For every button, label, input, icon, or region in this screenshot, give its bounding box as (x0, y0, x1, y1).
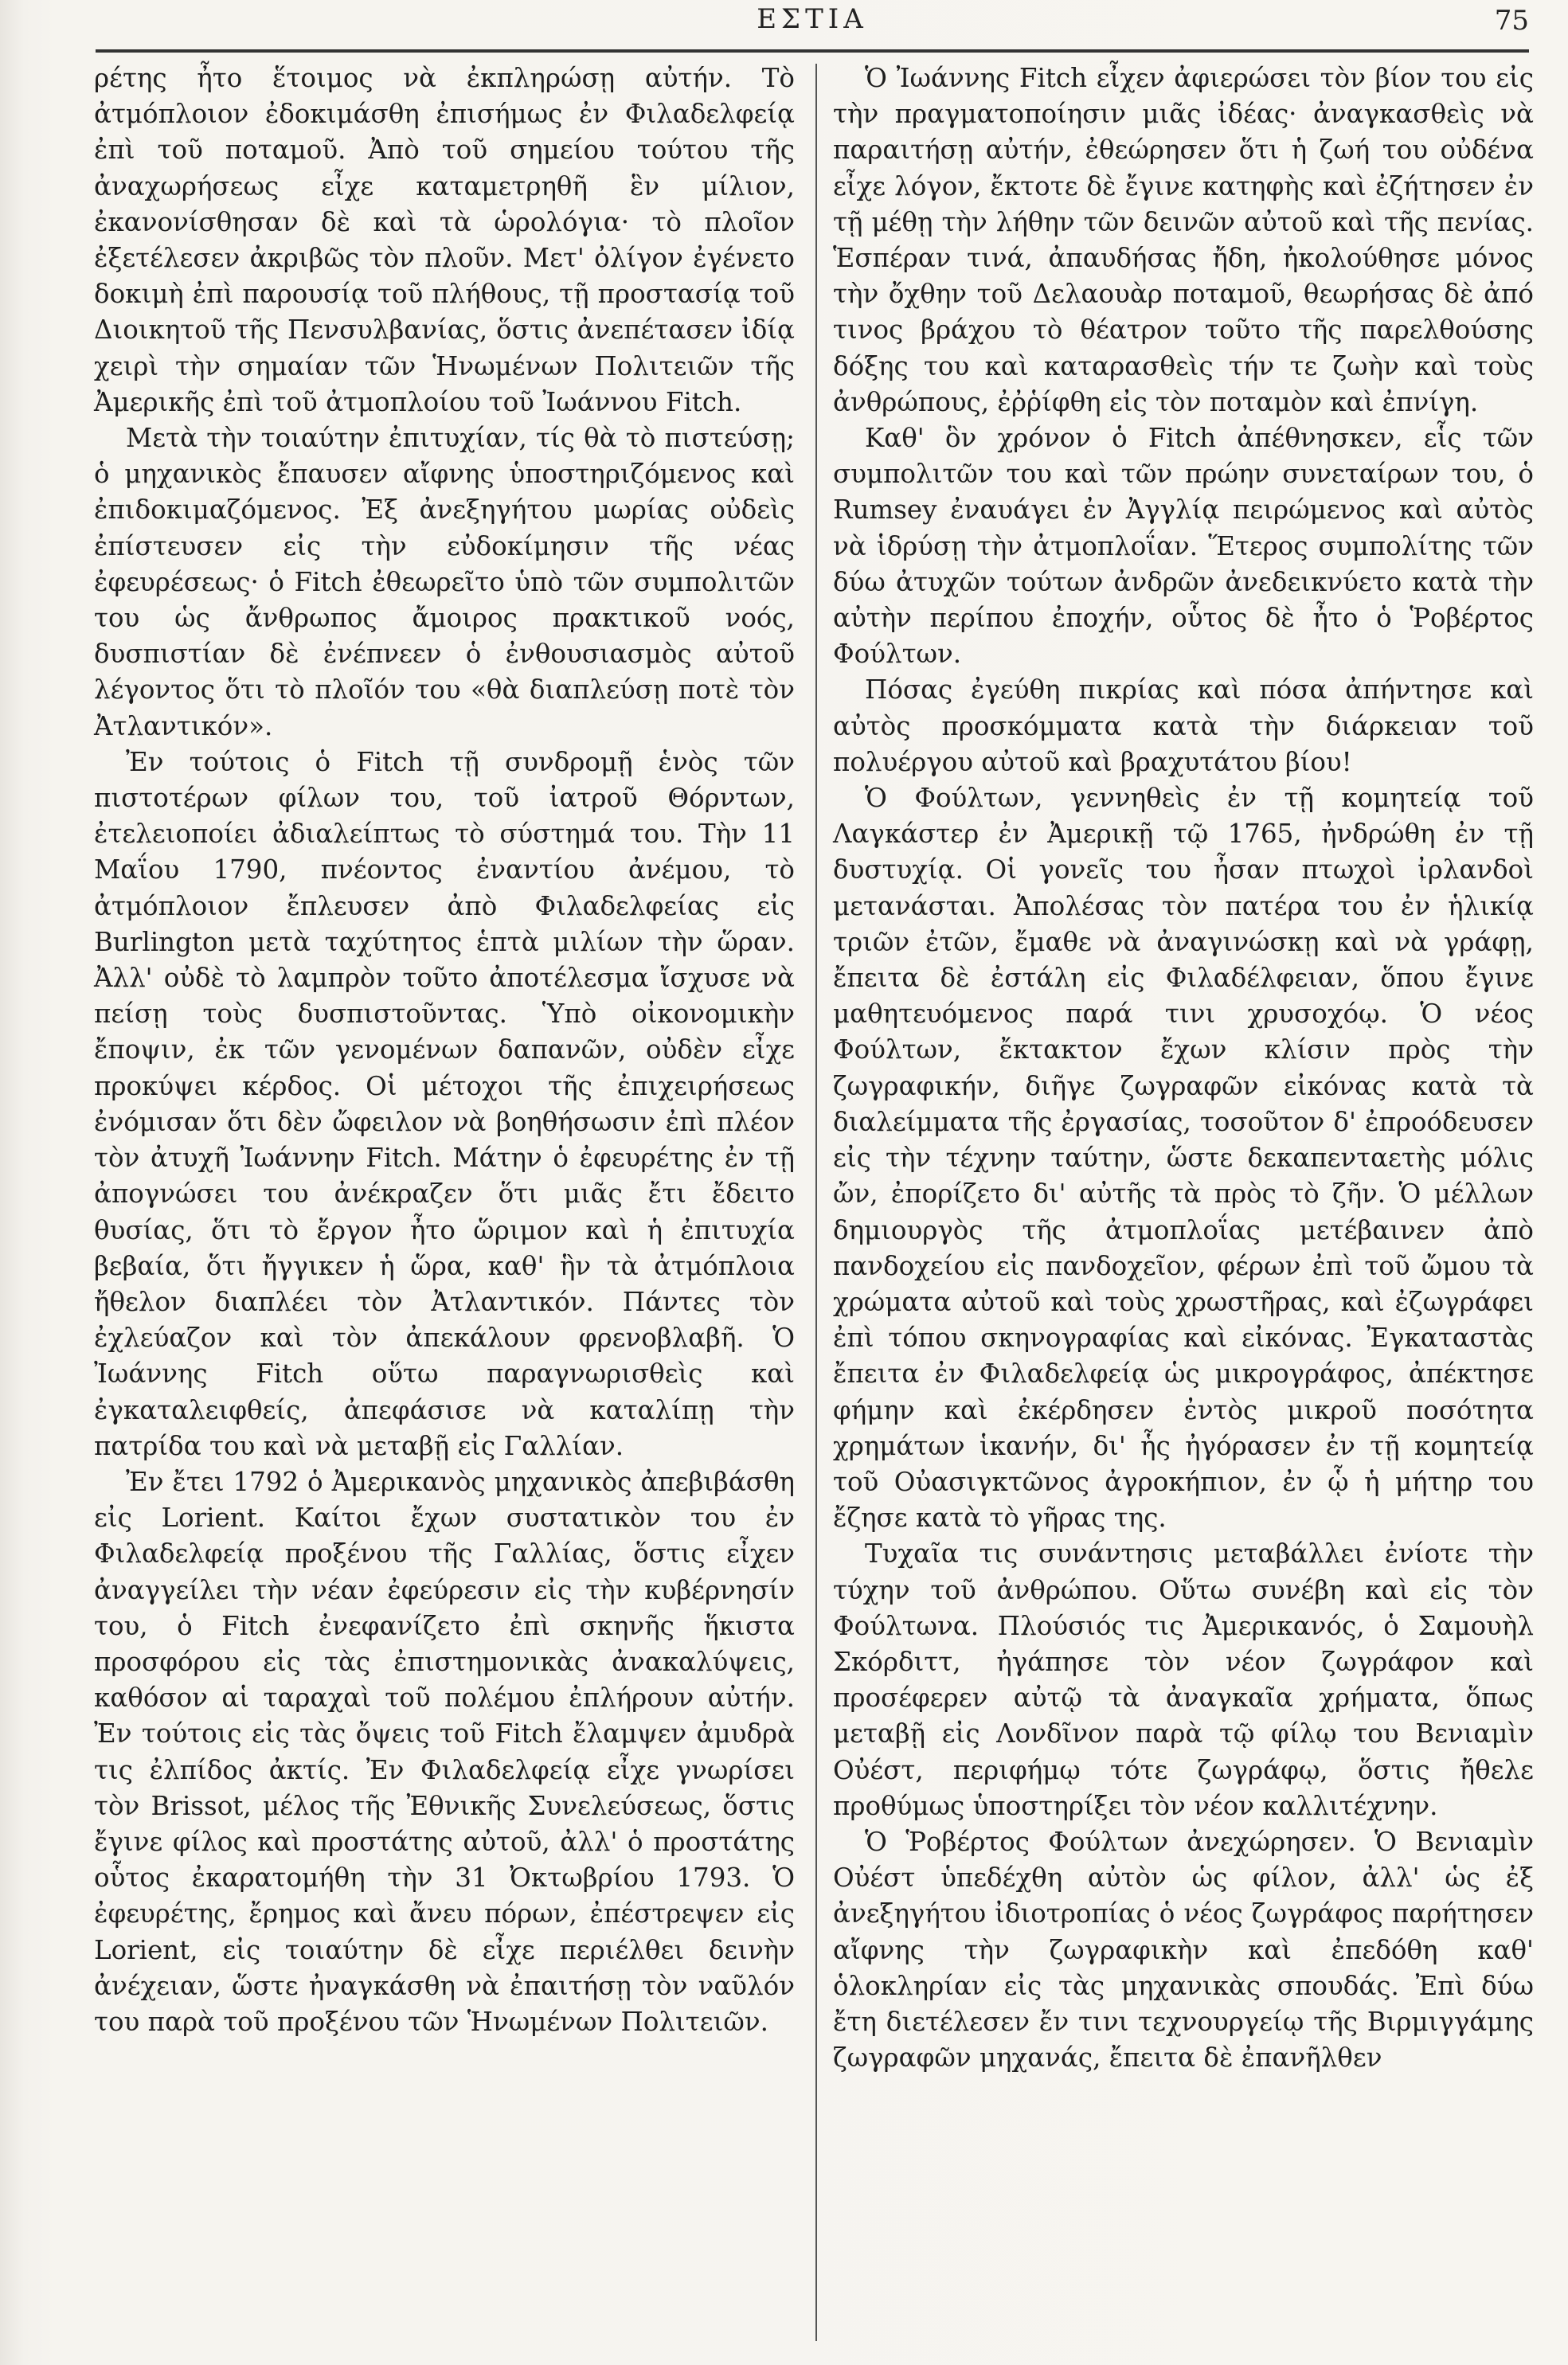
paragraph: Μετὰ τὴν τοιαύτην ἐπιτυχίαν, τίς θὰ τὸ πιστεύσῃ; ὁ μηχανικὸς ἔπαυσεν αἴφνης ὑποστηριζόμενος καὶ ἐπιδοκιμαζόμενος. Ἐξ ἀνεξηγήτου μωρίας οὐδεὶς ἐπίστευσεν εἰς τὴν εὐδοκίμησιν τῆς νέας ἐφευρέσεως· ὁ Fitch ἐθεωρεῖτο ὑπὸ τῶν συμπολιτῶν του ὡς ἄνθρωπος ἄμοιρος πρακτικοῦ νοός, δυσπιστίαν δὲ ἐνέπνεεν ὁ ἐνθουσιασμὸς αὐτοῦ λέγοντος ὅτι τὸ πλοῖόν του «θὰ διαπλεύσῃ ποτὲ τὸν Ἀτλαντικόν». (94, 423, 795, 741)
page-number: 75 (1494, 5, 1529, 37)
paragraph: Ἐν ἔτει 1792 ὁ Ἀμερικανὸς μηχανικὸς ἀπεβιβάσθη εἰς Lorient. Καίτοι ἔχων συστατικὸν του ἐν Φιλαδελφείᾳ προξένου τῆς Γαλλίας, ὅστις εἶχεν ἀναγγείλει τὴν νέαν ἐφεύρεσιν εἰς τὴν κυβέρνησίν του, ὁ Fitch ἐνεφανίζετο ἐπὶ σκηνῆς ἥκιστα προσφόρου εἰς τὰς ἐπιστημονικὰς ἀνακαλύψεις, καθόσον αἱ ταραχαὶ τοῦ πολέμου ἐπλήρουν αὐτήν. Ἐν τούτοις εἰς τὰς ὄψεις τοῦ Fitch ἔλαμψεν ἀμυδρὰ τις ἐλπίδος ἀκτίς. Ἐν Φιλαδελφείᾳ εἶχε γνωρίσει τὸν Brissot, μέλος τῆς Ἐθνικῆς Συνελεύσεως, ὅστις ἔγινε φίλος καὶ προστάτης αὐτοῦ, ἀλλ' ὁ προστάτης οὗτος ἐκαρατομήθη τὴν 31 Ὀκτωβρίου 1793. Ὁ ἐφευρέτης, ἔρημος καὶ ἄνευ πόρων, ἐπέστρεψεν εἰς Lorient, εἰς τοιαύτην δὲ εἶχε περιέλθει δεινὴν ἀνέχειαν, ὥστε ἠναγκάσθη νὰ ἐπαιτήσῃ τὸν ναῦλόν του παρὰ τοῦ προξένου τῶν Ἡνωμένων Πολιτειῶν. (94, 1466, 795, 2037)
paragraph: Ὁ Φούλτων, γεννηθεὶς ἐν τῇ κομητείᾳ τοῦ Λαγκάστερ ἐν Ἀμερικῇ τῷ 1765, ἠνδρώθη ἐν τῇ δυστυχίᾳ. Οἱ γονεῖς του ἦσαν πτωχοὶ ἰρλανδοὶ μετανάσται. Ἀπολέσας τὸν πατέρα του ἐν ἡλικίᾳ τριῶν ἐτῶν, ἔμαθε νὰ ἀναγινώσκῃ καὶ νὰ γράφῃ, ἔπειτα δὲ ἐστάλη εἰς Φιλαδέλφειαν, ὅπου ἔγινε μαθητευόμενος παρά τινι χρυσοχόῳ. Ὁ νέος Φούλτων, ἔκτακτον ἔχων κλίσιν πρὸς τὴν ζωγραφικήν, διῆγε ζωγραφῶν εἰκόνας κατὰ τὰ διαλείμματα τῆς ἐργασίας, τοσοῦτον δ' ἐπροόδευσεν εἰς τὴν τέχνην ταύτην, ὥστε δεκαπενταετὴς μόλις ὤν, ἐπορίζετο δι' αὐτῆς τὰ πρὸς τὸ ζῆν. Ὁ μέλλων δημιουργὸς τῆς ἀτμοπλοΐας μετέβαινεν ἀπὸ πανδοχείου εἰς πανδοχεῖον, φέρων ἐπὶ τοῦ ὤμου τὰ χρώματα αὐτοῦ καὶ τοὺς χρωστῆρας, καὶ ἐζωγράφει ἐπὶ τόπου σκηνογραφίας καὶ εἰκόνας. Ἐγκαταστὰς ἔπειτα ἐν Φιλαδελφείᾳ ὡς μικρογράφος, ἀπέκτησε φήμην καὶ ἐκέρδησεν ἐντὸς μικροῦ ποσότητα χρημάτων ἱκανήν, δι' ἧς ἠγόρασεν ἐν τῇ κομητείᾳ τοῦ Οὐασιγκτῶνος ἀγροκήπιον, ἐν ᾧ ἡ μήτηρ του ἔζησε κατὰ τὸ γῆρας της. (833, 783, 1534, 1534)
column-divider (815, 64, 817, 2341)
paragraph: Πόσας ἐγεύθη πικρίας καὶ πόσα ἀπήντησε καὶ αὐτὸς προσκόμματα κατὰ τὴν διάρκειαν τοῦ πολυέργου αὐτοῦ καὶ βραχυτάτου βίου! (833, 674, 1534, 777)
page-header (96, 0, 1529, 48)
right-column (833, 61, 1534, 2076)
paragraph: Ὁ Ῥοβέρτος Φούλτων ἀνεχώρησεν. Ὁ Βενιαμὶν Οὐέστ ὑπεδέχθη αὐτὸν ὡς φίλον, ἀλλ' ὡς ἐξ ἀνεξηγήτου ἰδιοτροπίας ὁ νέος ζωγράφος παρήτησεν αἴφνης τὴν ζωγραφικὴν καὶ ἐπεδόθη καθ' ὁλοκληρίαν εἰς τὰς μηχανικὰς σπουδάς. Ἐπὶ δύω ἔτη διετέλεσεν ἔν τινι τεχνουργείῳ τῆς Βιρμιγγάμης ζωγραφῶν μηχανάς, ἔπειτα δὲ ἐπανῆλθεν (833, 1826, 1534, 2074)
paragraph: ρέτης ἦτο ἕτοιμος νὰ ἐκπληρώσῃ αὐτήν. Τὸ ἀτμόπλοιον ἐδοκιμάσθη ἐπισήμως ἐν Φιλαδελφείᾳ ἐπὶ τοῦ ποταμοῦ. Ἀπὸ τοῦ σημείου τούτου τῆς ἀναχωρήσεως εἶχε καταμετρηθῆ ἓν μίλιον, ἐκανονίσθησαν δὲ καὶ τὰ ὡρολόγια· τὸ πλοῖον ἐξετέλεσεν ἀκριβῶς τὸν πλοῦν. Μετ' ὀλίγον ἐγένετο δοκιμὴ ἐπὶ παρουσίᾳ τοῦ πλήθους, τῇ προστασίᾳ τοῦ Διοικητοῦ τῆς Πενσυλβανίας, ὅστις ἀνεπέτασεν ἰδίᾳ χειρὶ τὴν σημαίαν τῶν Ἡνωμένων Πολιτειῶν τῆς Ἀμερικῆς ἐπὶ τοῦ ἀτμοπλοίου τοῦ Ἰωάννου Fitch. (94, 63, 795, 417)
header-rule (96, 49, 1529, 53)
paragraph: Καθ' ὃν χρόνον ὁ Fitch ἀπέθνησκεν, εἷς τῶν συμπολιτῶν του καὶ τῶν πρώην συνεταίρων του, ὁ Rumsey ἐναυάγει ἐν Ἀγγλίᾳ πειρώμενος καὶ αὐτὸς νὰ ἱδρύσῃ τὴν ἀτμοπλοΐαν. Ἕτερος συμπολίτης τῶν δύω ἀτυχῶν τούτων ἀνδρῶν ἀνεδεικνύετο κατὰ τὴν αὐτὴν περίπου ἐποχήν, οὗτος δὲ ἦτο ὁ Ῥοβέρτος Φούλτων. (833, 423, 1534, 670)
paragraph: Ἐν τούτοις ὁ Fitch τῇ συνδρομῇ ἑνὸς τῶν πιστοτέρων φίλων του, τοῦ ἰατροῦ Θόρντων, ἐτελειοποίει ἀδιαλείπτως τὸ σύστημά του. Τὴν 11 Μαΐου 1790, πνέοντος ἐναντίου ἀνέμου, τὸ ἀτμόπλοιον ἔπλευσεν ἀπὸ Φιλαδελφείας εἰς Burlington μετὰ ταχύτητος ἑπτὰ μιλίων τὴν ὥραν. Ἀλλ' οὐδὲ τὸ λαμπρὸν τοῦτο ἀποτέλεσμα ἴσχυσε νὰ πείσῃ τοὺς δυσπιστοῦντας. Ὑπὸ οἰκονομικὴν ἔποψιν, ἐκ τῶν γενομένων δαπανῶν, οὐδὲν εἶχε προκύψει κέρδος. Οἱ μέτοχοι τῆς ἐπιχειρήσεως ἐνόμισαν ὅτι δὲν ὤφειλον νὰ βοηθήσωσιν ἐπὶ πλέον τὸν ἀτυχῆ Ἰωάννην Fitch. Μάτην ὁ ἐφευρέτης ἐν τῇ ἀπογνώσει του ἀνέκραζεν ὅτι μιᾶς ἔτι ἔδειτο θυσίας, ὅτι τὸ ἔργον ἦτο ὥριμον καὶ ἡ ἐπιτυχία βεβαία, ὅτι ἤγγικεν ἡ ὥρα, καθ' ἣν τὰ ἀτμόπλοια ἤθελον διαπλέει τὸν Ἀτλαντικόν. Πάντες τὸν ἐχλεύαζον καὶ τὸν ἀπεκάλουν φρενοβλαβῆ. Ὁ Ἰωάννης Fitch οὕτω παραγνωρισθεὶς καὶ ἐγκαταλειφθείς, ἀπεφάσισε νὰ καταλίπῃ τὴν πατρίδα του καὶ νὰ μεταβῇ εἰς Γαλλίαν. (94, 746, 795, 1461)
left-column (94, 61, 795, 2040)
paragraph: Ὁ Ἰωάννης Fitch εἶχεν ἀφιερώσει τὸν βίον του εἰς τὴν πραγματοποίησιν μιᾶς ἰδέας· ἀναγκασθεὶς νὰ παραιτήσῃ αὐτήν, ἐθεώρησεν ὅτι ἡ ζωή του οὐδένα εἶχε λόγον, ἔκτοτε δὲ ἔγινε κατηφὴς καὶ ἐζήτησεν ἐν τῇ μέθῃ τὴν λήθην τῶν δεινῶν αὐτοῦ καὶ τῆς πενίας. Ἑσπέραν τινά, ἀπαυδήσας ἤδη, ἠκολούθησε μόνος τὴν ὄχθην τοῦ Δελαουὰρ ποταμοῦ, θεωρήσας δὲ ἀπό τινος βράχου τὸ θέατρον τοῦτο τῆς παρελθούσης δόξης του καὶ καταρασθεὶς τήν τε ζωὴν καὶ τοὺς ἀνθρώπους, ἐῤῥίφθη εἰς τὸν ποταμὸν καὶ ἐπνίγη. (833, 63, 1534, 417)
journal-title: ΕΣΤΙΑ (757, 3, 868, 35)
paragraph: Τυχαῖα τις συνάντησις μεταβάλλει ἐνίοτε τὴν τύχην τοῦ ἀνθρώπου. Οὕτω συνέβη καὶ εἰς τὸν Φούλτωνα. Πλούσιός τις Ἀμερικανός, ὁ Σαμουὴλ Σκόρδιττ, ἠγάπησε τὸν νέον ζωγράφον καὶ προσέφερεν αὐτῷ τὰ ἀναγκαῖα χρήματα, ὅπως μεταβῇ εἰς Λονδῖνον παρὰ τῷ φίλῳ του Βενιαμὶν Οὐέστ, περιφήμῳ τότε ζωγράφῳ, ὅστις ἤθελε προθύμως ὑποστηρίξει τὸν νέον καλλιτέχνην. (833, 1538, 1534, 1821)
